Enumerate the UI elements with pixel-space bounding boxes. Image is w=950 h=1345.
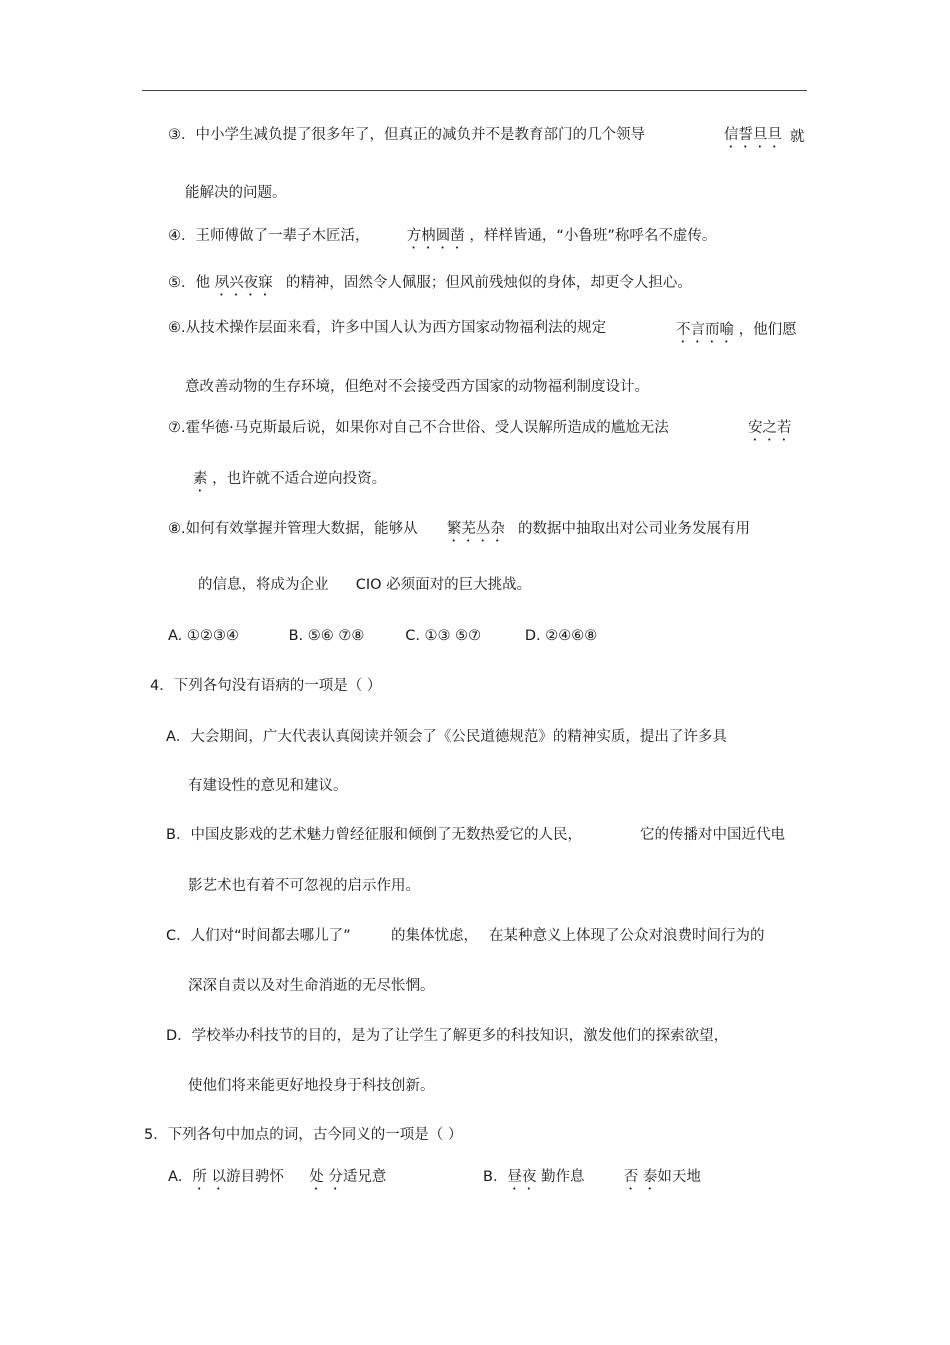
q3-item4-dotted: 方枘圆凿 [406, 228, 465, 244]
q4-option-c-text2: 深深自责以及对生命消逝的无尽怅惘。 [188, 978, 435, 994]
q4-stem-text: 4．下列各句没有语病的一项是（ ） [150, 678, 382, 694]
q3-item5-tail: 的精神，固然令人佩服；但风前残烛似的身体，却更令人担心。 [285, 275, 692, 291]
q3-item7-text: ⑦.霍华德·马克斯最后说，如果你对自己不合世俗、受人误解所造成的尴尬无法 [168, 420, 669, 436]
q4-option-b-line1 [166, 825, 582, 845]
q3-item8-tail: 的数据中抽取出对公司业务发展有用 [518, 521, 751, 537]
q4-option-b-line1-right [640, 825, 785, 845]
q4-option-d-line2 [188, 1076, 435, 1096]
q4-option-b-line2 [188, 876, 420, 896]
q3-item7-dotted2: 素 [193, 471, 208, 487]
q5-option-b [483, 1167, 701, 1193]
q5-option-b-dot2: 夜 [521, 1169, 537, 1185]
q3-option-d: D. ②④⑥⑧ [524, 628, 598, 644]
q5-option-b-text2: 如天地 [657, 1169, 701, 1185]
q4-option-b-text-right: 它的传播对中国近代电 [640, 827, 785, 843]
q3-item6-line1 [168, 318, 606, 338]
q3-item7-line1 [168, 418, 669, 438]
q5-option-b-dot4: 泰 [642, 1169, 658, 1185]
q3-item8-line2 [198, 575, 531, 595]
q3-item5-dotted: 夙兴夜寐 [214, 275, 273, 291]
q4-option-c-text-right: 在某种意义上体现了公众对浪费时间行为的 [489, 928, 765, 944]
q4-option-c-line2 [188, 976, 435, 996]
q3-item8-line2-text: 的信息，将成为企业 [198, 577, 329, 593]
q5-option-a-dot3: 处 [309, 1169, 324, 1185]
q3-item6-tail: ，他们愿 [738, 322, 797, 338]
q3-item3-line2-text: 能解决的问题。 [185, 185, 287, 201]
q4-option-a-line2 [188, 776, 348, 796]
header-rule [142, 90, 807, 91]
q5-option-a-dot2: 以 [211, 1169, 227, 1185]
q3-item7-line2 [193, 469, 386, 495]
q3-item8-line1 [168, 519, 750, 545]
q4-option-c-text: C．人们对“时间都去哪儿了” [166, 928, 351, 944]
q4-stem [150, 676, 381, 696]
q3-item3-tail-text: 就 [790, 129, 805, 145]
q3-item8-line2-tail: 必须面对的巨大挑战。 [386, 577, 532, 593]
q5-option-b-dot1: 昼 [507, 1169, 522, 1185]
q3-options [168, 626, 597, 646]
q3-item3-text: ③．中小学生减负提了很多年了，但真正的减负并不是教育部门的几个领导 [168, 127, 645, 143]
q3-item6-word [676, 320, 797, 346]
q5-stem-text: 5．下列各句中加点的词，古今同义的一项是（ ） [144, 1127, 463, 1143]
q3-item5 [168, 273, 692, 299]
q4-option-c-line1-mid [391, 926, 478, 946]
q3-item3-word [724, 125, 782, 151]
q5-option-a-text1: 游目骋怀 [226, 1169, 285, 1185]
q5-option-a-text2: 适兄意 [342, 1169, 387, 1185]
q3-item4-tail: ，样样皆通，“小鲁班”称呼名不虚传。 [469, 228, 717, 244]
q4-option-d-text: D．学校举办科技节的目的，是为了让学生了解更多的科技知识，激发他们的探索欲望， [166, 1028, 729, 1044]
q5-option-a-label: A． [168, 1169, 193, 1185]
q3-item3-dotted: 信誓旦旦 [724, 127, 782, 143]
q3-item8-dotted: 繁芜丛杂 [446, 521, 505, 537]
q3-item3-line2 [185, 183, 287, 203]
q3-option-b: B. ⑤⑥ ⑦⑧ [288, 628, 365, 644]
q4-option-b-text2: 影艺术也有着不可忽视的启示作用。 [188, 878, 420, 894]
q4-option-a-line1 [166, 727, 727, 747]
q4-option-d-line1 [166, 1026, 728, 1046]
q5-option-b-text1: 勤作息 [541, 1169, 585, 1185]
q4-option-d-text2: 使他们将来能更好地投身于科技创新。 [188, 1078, 435, 1094]
q5-stem [144, 1125, 462, 1145]
q3-item4 [168, 226, 716, 252]
q4-option-a-text2: 有建设性的意见和建议。 [188, 778, 348, 794]
q4-option-b-text: B．中国皮影戏的艺术魅力曾经征服和倾倒了无数热爱它的人民， [166, 827, 582, 843]
q3-item4-text: ④．王师傅做了一辈子木匠活， [168, 228, 370, 244]
q4-option-c-line1-right [489, 926, 765, 946]
q3-item3-line1 [168, 125, 645, 145]
q3-item8-text: ⑧.如何有效掌握并管理大数据，能够从 [168, 521, 418, 537]
q5-option-a-dot1: 所 [192, 1169, 207, 1185]
q4-option-c-text-mid: 的集体忧虑， [391, 928, 478, 944]
q3-item7-word [748, 418, 792, 444]
q3-item6-line2 [185, 377, 649, 397]
q4-option-c-line1 [166, 926, 351, 946]
q5-option-b-dot3: 否 [623, 1169, 639, 1185]
q3-option-c: C. ①③ ⑤⑦ [405, 628, 482, 644]
q5-option-a [168, 1167, 386, 1193]
q3-item6-line2-text: 意改善动物的生存环境，但绝对不会接受西方国家的动物福利制度设计。 [185, 379, 649, 395]
q5-option-a-dot4: 分 [328, 1169, 343, 1185]
q3-item6-text: ⑥.从技术操作层面来看，许多中国人认为西方国家动物福利法的规定 [168, 320, 607, 336]
q4-option-a-text: A．大会期间，广大代表认真阅读并领会了《公民道德规范》的精神实质，提出了许多具 [166, 729, 727, 745]
q3-option-a: A. ①②③④ [168, 628, 239, 644]
q3-item7-line2-text: ，也许就不适合逆向投资。 [212, 471, 387, 487]
q3-item7-dotted: 安之若 [748, 420, 792, 436]
q3-item5-text: ⑤．他 [168, 275, 210, 291]
q3-item8-cio: CIO [355, 577, 382, 593]
q3-item3-tail [790, 127, 805, 147]
q3-item6-dotted: 不言而喻 [676, 322, 734, 338]
q5-option-b-label: B． [483, 1169, 508, 1185]
